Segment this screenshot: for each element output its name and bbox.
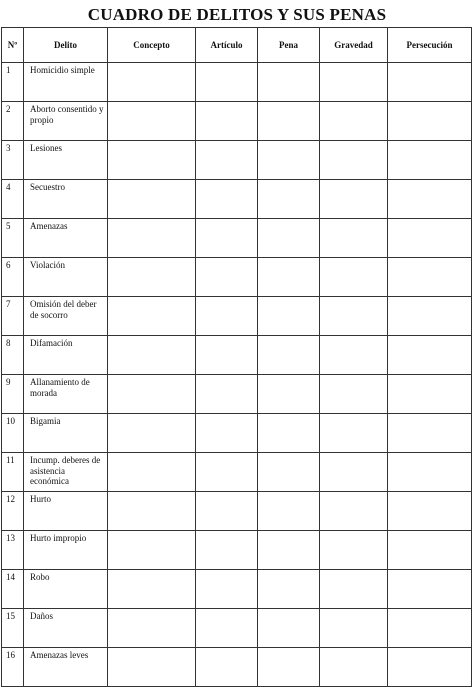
- cell-persecucion[interactable]: [388, 63, 472, 102]
- cell-gravedad[interactable]: [320, 102, 388, 141]
- cell-concepto[interactable]: [108, 258, 196, 297]
- row-number: 8: [2, 336, 24, 375]
- cell-gravedad[interactable]: [320, 63, 388, 102]
- cell-persecucion[interactable]: [388, 570, 472, 609]
- header-concepto: Concepto: [108, 28, 196, 63]
- row-delito: Incump. deberes de asistencia económica: [24, 453, 108, 492]
- row-number: 4: [2, 180, 24, 219]
- header-pena: Pena: [258, 28, 320, 63]
- row-delito: Hurto: [24, 492, 108, 531]
- row-number: 12: [2, 492, 24, 531]
- cell-gravedad[interactable]: [320, 570, 388, 609]
- cell-concepto[interactable]: [108, 336, 196, 375]
- table-row: [2, 609, 472, 648]
- row-delito: Amenazas leves: [24, 648, 108, 687]
- cell-pena[interactable]: [258, 258, 320, 297]
- cell-gravedad[interactable]: [320, 414, 388, 453]
- table-row: [2, 258, 472, 297]
- row-delito: Homicidio simple: [24, 63, 108, 102]
- cell-concepto[interactable]: [108, 375, 196, 414]
- cell-gravedad[interactable]: [320, 297, 388, 336]
- cell-gravedad[interactable]: [320, 609, 388, 648]
- cell-gravedad[interactable]: [320, 492, 388, 531]
- row-number: 13: [2, 531, 24, 570]
- table-row: [2, 219, 472, 258]
- cell-persecucion[interactable]: [388, 414, 472, 453]
- cell-concepto[interactable]: [108, 102, 196, 141]
- row-delito: Lesiones: [24, 141, 108, 180]
- cell-articulo[interactable]: [196, 375, 258, 414]
- cell-pena[interactable]: [258, 414, 320, 453]
- row-number: 10: [2, 414, 24, 453]
- cell-pena[interactable]: [258, 648, 320, 687]
- cell-articulo[interactable]: [196, 414, 258, 453]
- cell-concepto[interactable]: [108, 414, 196, 453]
- row-number: 16: [2, 648, 24, 687]
- table-row: [2, 648, 472, 687]
- row-delito: Difamación: [24, 336, 108, 375]
- cell-persecucion[interactable]: [388, 141, 472, 180]
- cell-persecucion[interactable]: [388, 531, 472, 570]
- cell-persecucion[interactable]: [388, 336, 472, 375]
- cell-pena[interactable]: [258, 141, 320, 180]
- header-persecucion: Persecución: [388, 28, 472, 63]
- cell-pena[interactable]: [258, 219, 320, 258]
- cell-pena[interactable]: [258, 297, 320, 336]
- cell-gravedad[interactable]: [320, 648, 388, 687]
- cell-gravedad[interactable]: [320, 531, 388, 570]
- cell-gravedad[interactable]: [320, 375, 388, 414]
- row-number: 3: [2, 141, 24, 180]
- row-number: 5: [2, 219, 24, 258]
- header-row: [2, 28, 472, 63]
- cell-concepto[interactable]: [108, 531, 196, 570]
- row-number: 9: [2, 375, 24, 414]
- cell-pena[interactable]: [258, 336, 320, 375]
- cell-pena[interactable]: [258, 63, 320, 102]
- row-number: 11: [2, 453, 24, 492]
- row-number: 1: [2, 63, 24, 102]
- cell-persecucion[interactable]: [388, 258, 472, 297]
- cell-articulo[interactable]: [196, 63, 258, 102]
- cell-articulo[interactable]: [196, 531, 258, 570]
- row-number: 7: [2, 297, 24, 336]
- table-row: [2, 570, 472, 609]
- cell-articulo[interactable]: [196, 570, 258, 609]
- cell-articulo[interactable]: [196, 336, 258, 375]
- table-row: [2, 180, 472, 219]
- cell-persecucion[interactable]: [388, 648, 472, 687]
- row-delito: Secuestro: [24, 180, 108, 219]
- cell-concepto[interactable]: [108, 453, 196, 492]
- cell-articulo[interactable]: [196, 648, 258, 687]
- cell-pena[interactable]: [258, 453, 320, 492]
- row-delito: Bigamia: [24, 414, 108, 453]
- cell-gravedad[interactable]: [320, 219, 388, 258]
- cell-persecucion[interactable]: [388, 297, 472, 336]
- cell-concepto[interactable]: [108, 609, 196, 648]
- cell-persecucion[interactable]: [388, 609, 472, 648]
- row-number: 14: [2, 570, 24, 609]
- header-gravedad: Gravedad: [320, 28, 388, 63]
- cell-gravedad[interactable]: [320, 258, 388, 297]
- cell-pena[interactable]: [258, 375, 320, 414]
- cell-pena[interactable]: [258, 609, 320, 648]
- header-articulo: Artículo: [196, 28, 258, 63]
- cell-articulo[interactable]: [196, 258, 258, 297]
- row-number: 6: [2, 258, 24, 297]
- cell-concepto[interactable]: [108, 297, 196, 336]
- cell-articulo[interactable]: [196, 453, 258, 492]
- cell-persecucion[interactable]: [388, 102, 472, 141]
- cell-pena[interactable]: [258, 180, 320, 219]
- cell-concepto[interactable]: [108, 570, 196, 609]
- row-delito: Violación: [24, 258, 108, 297]
- table-row: [2, 531, 472, 570]
- cell-articulo[interactable]: [196, 102, 258, 141]
- cell-persecucion[interactable]: [388, 453, 472, 492]
- page-title: CUADRO DE DELITOS Y SUS PENAS: [87, 5, 387, 24]
- cell-articulo[interactable]: [196, 180, 258, 219]
- table-row: [2, 63, 472, 102]
- cell-pena[interactable]: [258, 492, 320, 531]
- table-row: [2, 297, 472, 336]
- table-row: [2, 453, 472, 492]
- offenses-table: [1, 27, 472, 687]
- row-delito: Robo: [24, 570, 108, 609]
- row-delito: Allanamiento de morada: [24, 375, 108, 414]
- cell-gravedad[interactable]: [320, 141, 388, 180]
- cell-articulo[interactable]: [196, 492, 258, 531]
- row-delito: Daños: [24, 609, 108, 648]
- row-delito: Amenazas: [24, 219, 108, 258]
- cell-articulo[interactable]: [196, 219, 258, 258]
- row-number: 15: [2, 609, 24, 648]
- cell-concepto[interactable]: [108, 648, 196, 687]
- cell-concepto[interactable]: [108, 492, 196, 531]
- cell-concepto[interactable]: [108, 219, 196, 258]
- cell-gravedad[interactable]: [320, 180, 388, 219]
- header-delito: Delito: [24, 28, 108, 63]
- cell-articulo[interactable]: [196, 609, 258, 648]
- header-number: Nº: [2, 28, 24, 63]
- table-row: [2, 141, 472, 180]
- table-row: [2, 336, 472, 375]
- row-delito: Aborto consentido y propio: [24, 102, 108, 141]
- table-row: [2, 492, 472, 531]
- cell-concepto[interactable]: [108, 141, 196, 180]
- cell-articulo[interactable]: [196, 297, 258, 336]
- table-row: [2, 102, 472, 141]
- cell-gravedad[interactable]: [320, 453, 388, 492]
- cell-concepto[interactable]: [108, 63, 196, 102]
- row-number: 2: [2, 102, 24, 141]
- table-row: [2, 414, 472, 453]
- cell-persecucion[interactable]: [388, 375, 472, 414]
- cell-persecucion[interactable]: [388, 219, 472, 258]
- cell-gravedad[interactable]: [320, 336, 388, 375]
- cell-concepto[interactable]: [108, 180, 196, 219]
- cell-pena[interactable]: [258, 531, 320, 570]
- table-row: [2, 375, 472, 414]
- row-delito: Omisión del deber de socorro: [24, 297, 108, 336]
- row-delito: Hurto impropio: [24, 531, 108, 570]
- cell-persecucion[interactable]: [388, 492, 472, 531]
- cell-pena[interactable]: [258, 570, 320, 609]
- cell-persecucion[interactable]: [388, 180, 472, 219]
- table-body: [2, 63, 472, 687]
- cell-articulo[interactable]: [196, 141, 258, 180]
- cell-pena[interactable]: [258, 102, 320, 141]
